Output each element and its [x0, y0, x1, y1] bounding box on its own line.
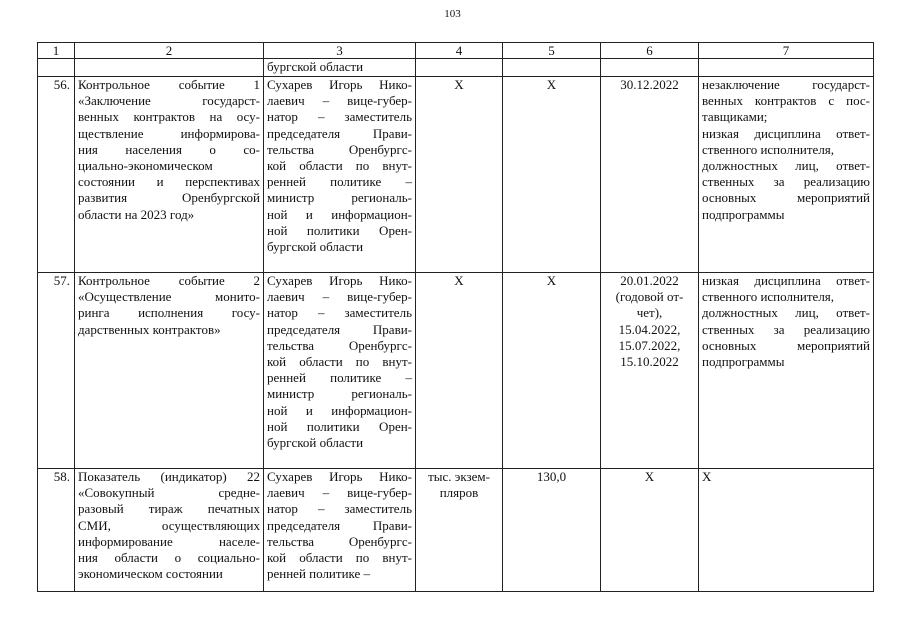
table-row	[38, 77, 874, 273]
cell-line: X	[546, 77, 557, 92]
cell-line: Сухарев Игорь Нико-	[267, 77, 412, 92]
cell-line: циально-экономическом	[78, 158, 213, 174]
cont-cell-7	[699, 59, 874, 77]
cell-line: венных контрактов на осу-	[78, 109, 260, 125]
cell-line: X	[644, 469, 655, 484]
cell-line: председателя Прави-	[267, 517, 412, 533]
cell-line: натор – заместитель	[267, 305, 412, 321]
cell-line: пляров	[439, 485, 479, 501]
cell-line: экономическом состоянии	[78, 566, 223, 582]
cell-line: развития Оренбургской	[78, 190, 260, 206]
risks-cell	[699, 77, 874, 273]
cell-line: ственных за реализацию	[702, 174, 870, 190]
responsible-cell	[264, 77, 416, 273]
column-header-4: 4	[416, 43, 503, 59]
cell-line: незаключение государст-	[702, 77, 870, 92]
column-header-6: 6	[601, 43, 699, 59]
cont-cell-5	[503, 59, 601, 77]
cell-line: состоянии и перспективах	[78, 174, 260, 190]
cell-line: низкая дисциплина ответ-	[702, 125, 870, 141]
cell-line: чет),	[636, 305, 663, 321]
page-number: 103	[444, 8, 461, 20]
value-cell	[503, 77, 601, 273]
cell-line: разовый тираж печатных	[78, 501, 260, 517]
deadline-cell	[601, 273, 699, 469]
column-header-3: 3	[264, 43, 416, 59]
deadline-cell	[601, 77, 699, 273]
cell-line: председателя Прави-	[267, 321, 412, 337]
cell-line: ной политики Орен-	[267, 222, 412, 238]
table-row	[38, 273, 874, 469]
row-number: 58.	[38, 469, 75, 592]
cell-line: тыс. экзем-	[428, 469, 490, 484]
cont-cell-2	[75, 59, 264, 77]
cell-line: ственных за реализацию	[702, 321, 870, 337]
cell-line: председателя Прави-	[267, 125, 412, 141]
table-row	[38, 469, 874, 592]
cell-line: ществление информирова-	[78, 125, 260, 141]
cell-line: «Заключение государст-	[78, 93, 260, 109]
cell-line: ния населения о со-	[78, 141, 260, 157]
cell-line: натор – заместитель	[267, 501, 412, 517]
row-number: 56.	[38, 77, 75, 273]
cell-line: (годовой от-	[615, 289, 684, 305]
event-name-cell	[75, 469, 264, 592]
cell-line: X	[702, 469, 712, 484]
unit-cell	[416, 469, 503, 592]
cell-line: X	[454, 273, 464, 288]
cell-line: тельства Оренбургс-	[267, 141, 412, 157]
unit-cell	[416, 273, 503, 469]
column-header-1: 1	[38, 43, 75, 59]
cell-line: Показатель (индикатор) 22	[78, 469, 260, 484]
plan-table	[37, 42, 874, 592]
cell-line: должностных лиц, ответ-	[702, 158, 870, 174]
cont-cell-1	[38, 59, 75, 77]
cell-line: 15.10.2022	[620, 354, 679, 370]
cell-line: подпрограммы	[702, 206, 785, 222]
header-row	[38, 43, 874, 59]
cell-line: низкая дисциплина ответ-	[702, 273, 870, 288]
cell-line: Контрольное событие 2	[78, 273, 260, 288]
column-header-5: 5	[503, 43, 601, 59]
cell-line: 20.01.2022	[620, 273, 679, 288]
row-number: 57.	[38, 273, 75, 469]
cell-line: основных мероприятий	[702, 190, 870, 206]
cell-line: ной политики Орен-	[267, 418, 412, 434]
cell-line: ния области о социально-	[78, 550, 260, 566]
cell-line: натор – заместитель	[267, 109, 412, 125]
cell-line: 30.12.2022	[620, 77, 679, 92]
cell-line: тельства Оренбургс-	[267, 533, 412, 549]
continuation-row	[38, 59, 874, 77]
cell-line: бургской области	[267, 435, 364, 451]
cell-line: СМИ, осуществляющих	[78, 517, 260, 533]
cont-cell-responsible: бургской области	[264, 59, 416, 77]
cell-line: лаевич – вице-губер-	[267, 93, 412, 109]
cell-line: X	[454, 77, 464, 92]
cell-line: ренней политике –	[267, 370, 412, 386]
risks-cell	[699, 273, 874, 469]
column-header-7: 7	[699, 43, 874, 59]
cell-line: информирование населе-	[78, 533, 260, 549]
cell-line: ренней политике –	[267, 174, 412, 190]
cell-line: подпрограммы	[702, 354, 785, 370]
cell-line: «Совокупный средне-	[78, 485, 260, 501]
responsible-cell	[264, 469, 416, 592]
cell-line: тельства Оренбургс-	[267, 337, 412, 353]
cell-line: тавщиками;	[702, 109, 768, 125]
cell-line: Сухарев Игорь Нико-	[267, 273, 412, 288]
cell-line: 15.07.2022,	[618, 337, 681, 353]
cell-line: основных мероприятий	[702, 337, 870, 353]
cell-line: ной и информацион-	[267, 206, 412, 222]
cell-line: Сухарев Игорь Нико-	[267, 469, 412, 484]
cell-line: министр региональ-	[267, 190, 412, 206]
risks-cell	[699, 469, 874, 592]
event-name-cell	[75, 273, 264, 469]
cell-line: дарственных контрактов»	[78, 321, 221, 337]
cell-line: «Осуществление монито-	[78, 289, 260, 305]
cell-line: 15.04.2022,	[618, 321, 681, 337]
cell-line: ренней политике –	[267, 566, 371, 582]
value-cell	[503, 273, 601, 469]
cell-line: ственного исполнителя,	[702, 289, 835, 305]
cell-line: 130,0	[536, 469, 567, 484]
event-name-cell	[75, 77, 264, 273]
cell-line: должностных лиц, ответ-	[702, 305, 870, 321]
cell-line: министр региональ-	[267, 386, 412, 402]
responsible-cell	[264, 273, 416, 469]
cell-line: Контрольное событие 1	[78, 77, 260, 92]
cell-line: кой области по внут-	[267, 158, 412, 174]
cell-line: ринга исполнения госу-	[78, 305, 260, 321]
deadline-cell	[601, 469, 699, 592]
cell-line: кой области по внут-	[267, 550, 412, 566]
cell-line: лаевич – вице-губер-	[267, 289, 412, 305]
column-header-2: 2	[75, 43, 264, 59]
cell-line: венных контрактов с пос-	[702, 93, 870, 109]
cont-cell-6	[601, 59, 699, 77]
cell-line: лаевич – вице-губер-	[267, 485, 412, 501]
cell-line: кой области по внут-	[267, 354, 412, 370]
unit-cell	[416, 77, 503, 273]
cell-line: бургской области	[267, 239, 364, 255]
cell-line: ственного исполнителя,	[702, 141, 835, 157]
cell-line: ной и информацион-	[267, 402, 412, 418]
cell-line: области на 2023 год»	[78, 206, 195, 222]
value-cell	[503, 469, 601, 592]
cont-cell-4	[416, 59, 503, 77]
cell-line: X	[546, 273, 557, 288]
